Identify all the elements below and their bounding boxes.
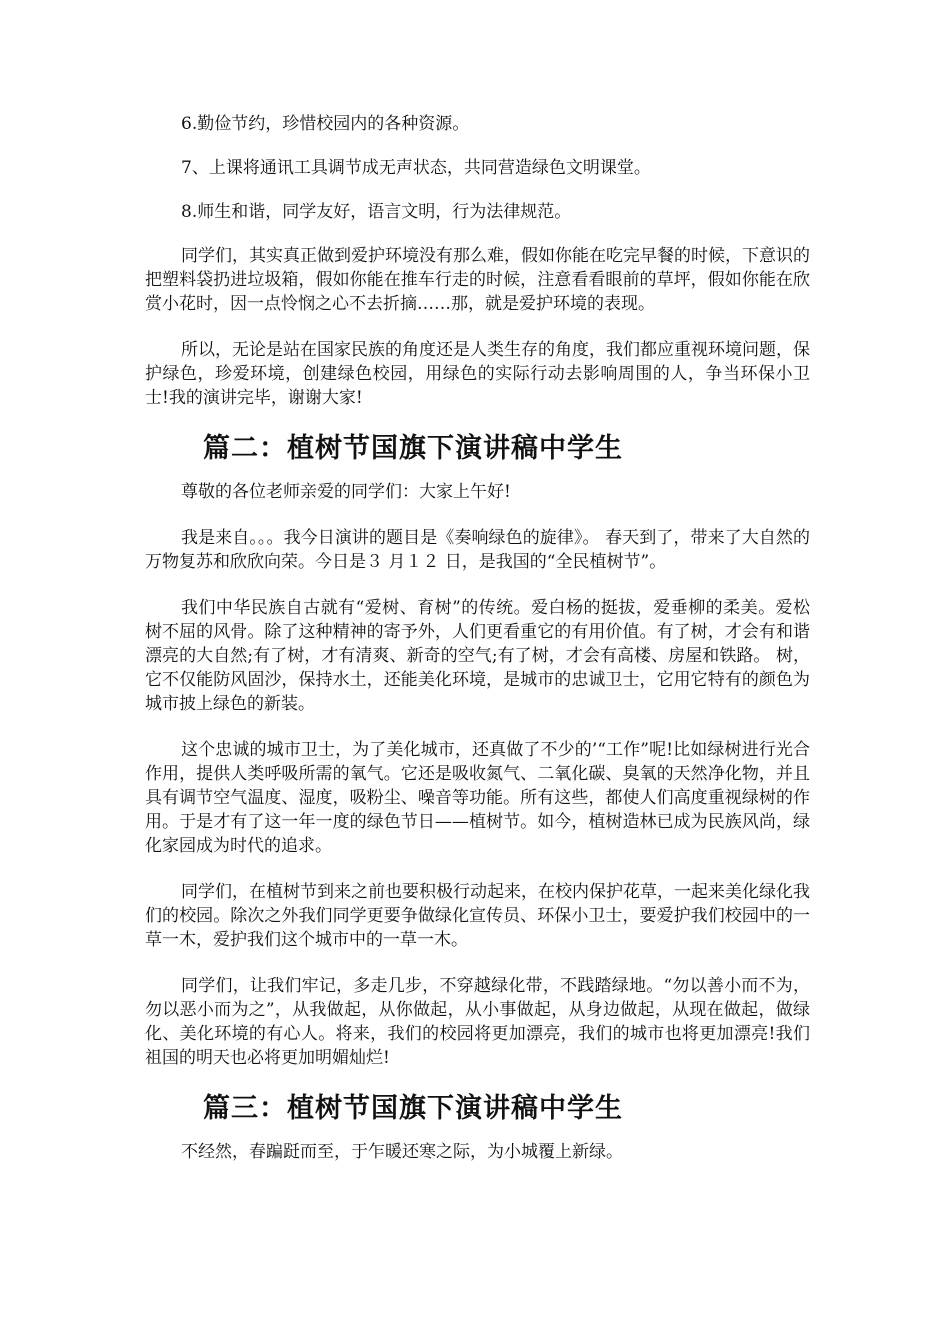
paragraph: 不经然，春蹁跹而至，于乍暖还寒之际，为小城覆上新绿。 (181, 1142, 623, 1162)
list-item: 8.师生和谐，同学友好，语言文明，行为法律规范。 (181, 202, 572, 222)
paragraph: 我是来自。。。我今日演讲的题目是《奏响绿色的旋律》。 春天到了，带来了大自然的万物复苏和欣欣向荣。今日是３ 月１２ 日，是我国的“全民植树节”。 (145, 528, 810, 572)
paragraph: 同学们，其实真正做到爱护环境没有那么难，假如你能在吃完早餐的时候，下意识的把塑料袋扔进垃圾箱，假如你能在推车行走的时候，注意看看眼前的草坪，假如你能在欣赏小花时，因一点怜悯之心不去折摘……那，就是爱护环境的表现。 (145, 246, 810, 314)
list-item: 6.勤俭节约，珍惜校园内的各种资源。 (181, 114, 470, 134)
paragraph: 我们中华民族自古就有“爱树、育树”的传统。爱白杨的挺拔，爱垂柳的柔美。爱松树不屈的风骨。除了这种精神的寄予外，人们更看重它的有用价值。有了树，才会有和谐漂亮的大自然;有了树，才有清爽、新奇的空气;有了树，才会有高楼、房屋和铁路。 树，它不仅能防风固沙，保持水土，还能美化环境，是城市的忠诚卫士，它用它特有的颜色为城市披上绿色的新装。 (145, 598, 810, 714)
section-heading: 篇三：植树节国旗下演讲稿中学生 (203, 1093, 623, 1124)
paragraph: 同学们，让我们牢记，多走几步，不穿越绿化带，不践踏绿地。“勿以善小而不为，勿以恶小而为之”，从我做起，从你做起，从小事做起，从身边做起，从现在做起，做绿化、美化环境的有心人。将来，我们的校园将更加漂亮，我们的城市也将更加漂亮!我们祖国的明天也必将更加明媚灿烂! (145, 976, 810, 1068)
section-heading: 篇二：植树节国旗下演讲稿中学生 (203, 433, 623, 464)
paragraph: 所以，无论是站在国家民族的角度还是人类生存的角度，我们都应重视环境问题，保护绿色，珍爱环境，创建绿色校园，用绿色的实际行动去影响周围的人，争当环保小卫士!我的演讲完毕，谢谢大家! (145, 340, 810, 408)
paragraph: 同学们，在植树节到来之前也要积极行动起来，在校内保护花草，一起来美化绿化我们的校园。除次之外我们同学更要争做绿化宣传员、环保小卫士，要爱护我们校园中的一草一木，爱护我们这个城市中的一草一木。 (145, 882, 810, 950)
document-page (145, 112, 810, 1186)
paragraph: 这个忠诚的城市卫士，为了美化城市，还真做了不少的’“工作”呢!比如绿树进行光合作用，提供人类呼吸所需的氧气。它还是吸收氮气、二氧化碳、臭氧的天然净化物，并且具有调节空气温度、湿度，吸粉尘、噪音等功能。所有这些，都使人们高度重视绿树的作用。于是才有了这一年一度的绿色节日——植树节。如今，植树造林已成为民族风尚，绿化家园成为时代的追求。 (145, 740, 810, 856)
paragraph: 尊敬的各位老师亲爱的同学们：大家上午好! (181, 482, 511, 502)
list-item: 7、上课将通讯工具调节成无声状态，共同营造绿色文明课堂。 (181, 158, 651, 178)
